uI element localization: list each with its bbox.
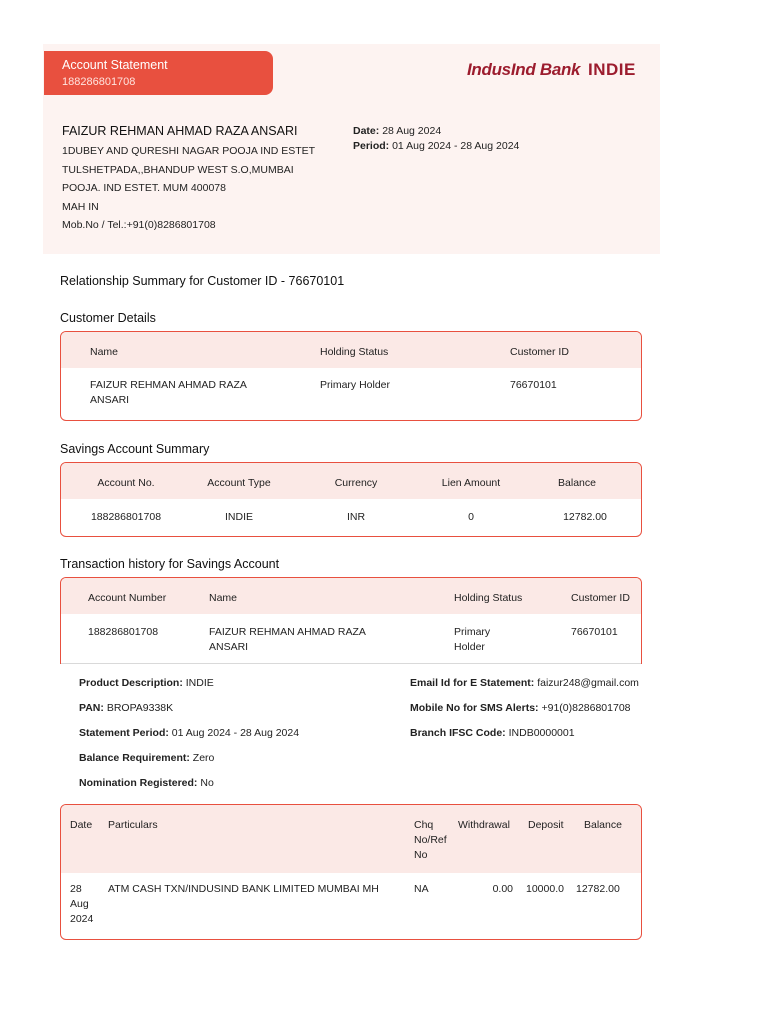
transaction-history-title: Transaction history for Savings Account xyxy=(60,557,280,571)
statement-label: Account Statement xyxy=(62,58,168,72)
statement-date xyxy=(353,125,441,137)
cell-currency: INR xyxy=(346,511,366,523)
indie-logo: INDIE xyxy=(588,60,636,79)
relationship-summary-title: Relationship Summary for Customer ID - 76670101 xyxy=(60,274,345,288)
pan xyxy=(79,702,173,714)
address-line: POOJA. IND ESTET. MUM 400078 xyxy=(62,182,226,194)
address-line: 1DUBEY AND QURESHI NAGAR POOJA IND ESTET xyxy=(62,145,316,157)
branch-ifsc xyxy=(410,727,575,739)
cell-name-line2: ANSARI xyxy=(209,641,249,653)
header-account-no: Account No. xyxy=(97,477,155,489)
cell-name-line1: FAIZUR REHMAN AHMAD RAZA xyxy=(209,626,366,638)
cell-account-number: 188286801708 xyxy=(88,626,159,638)
header-balance: Balance xyxy=(584,819,622,831)
address-line: TULSHETPADA,,BHANDUP WEST S.O,MUMBAI xyxy=(62,164,294,176)
table-header xyxy=(61,805,641,873)
cell-name-line2: ANSARI xyxy=(90,394,130,406)
email-statement xyxy=(410,677,639,689)
txn-date-year: 2024 xyxy=(70,913,94,925)
header-deposit: Deposit xyxy=(528,819,564,831)
cell-status-line2: Holder xyxy=(454,641,485,653)
customer-details-table xyxy=(60,331,642,421)
savings-summary-table xyxy=(60,462,642,537)
email-label: Email Id for E Statement: xyxy=(410,677,535,689)
ifsc-label: Branch IFSC Code: xyxy=(410,727,506,739)
txn-date-day: 28 xyxy=(70,883,82,895)
header-chq-line3: No xyxy=(414,849,428,861)
account-statement-badge xyxy=(44,51,273,95)
cell-account-type: INDIE xyxy=(224,511,253,523)
cell-balance: 12782.00 xyxy=(563,511,607,523)
date-value: 28 Aug 2024 xyxy=(382,125,442,137)
customer-details-title: Customer Details xyxy=(60,311,156,325)
section-divider xyxy=(61,663,641,664)
sms-mobile xyxy=(410,702,631,714)
header-name: Name xyxy=(90,346,119,358)
period-value: 01 Aug 2024 - 28 Aug 2024 xyxy=(392,140,520,152)
header-customer-id: Customer ID xyxy=(510,346,569,358)
product-description xyxy=(79,677,214,689)
txn-particulars: ATM CASH TXN/INDUSIND BANK LIMITED MUMBAI MH xyxy=(108,883,379,895)
txn-balance: 12782.00 xyxy=(576,883,620,895)
cell-name-line1: FAIZUR REHMAN AHMAD RAZA xyxy=(90,379,247,391)
balance-requirement-label: Balance Requirement: xyxy=(79,752,190,764)
cell-holding-status: Primary Holder xyxy=(320,379,391,391)
txn-withdrawal: 0.00 xyxy=(492,883,513,895)
cell-account-no: 188286801708 xyxy=(90,511,162,523)
indusind-bank-logo: IndusInd Bank xyxy=(467,60,581,79)
header-holding-status: Holding Status xyxy=(454,592,523,604)
nomination-value: No xyxy=(200,777,214,789)
header-date: Date xyxy=(70,819,93,831)
statement-account-number: 188286801708 xyxy=(62,76,136,88)
header-lien-amount: Lien Amount xyxy=(441,477,501,489)
sms-mobile-label: Mobile No for SMS Alerts: xyxy=(410,702,539,714)
product-description-value: INDIE xyxy=(185,677,214,689)
header-customer-id: Customer ID xyxy=(571,592,630,604)
savings-summary-title: Savings Account Summary xyxy=(60,442,210,456)
nomination-label: Nomination Registered: xyxy=(79,777,198,789)
txn-date-month: Aug xyxy=(70,898,89,910)
header-name: Name xyxy=(209,592,238,604)
email-value: faizur248@gmail.com xyxy=(537,677,639,689)
header-chq-line2: No/Ref xyxy=(414,834,447,846)
cell-lien-amount: 0 xyxy=(468,511,474,523)
cell-status-line1: Primary xyxy=(454,626,491,638)
statement-period-label: Statement Period: xyxy=(79,727,169,739)
header-particulars: Particulars xyxy=(108,819,158,831)
customer-name: FAIZUR REHMAN AHMAD RAZA ANSARI xyxy=(62,124,298,138)
product-description-label: Product Description: xyxy=(79,677,183,689)
statement-period-detail xyxy=(79,727,299,739)
pan-value: BROPA9338K xyxy=(106,702,174,714)
header-account-number: Account Number xyxy=(88,592,167,604)
header-withdrawal: Withdrawal xyxy=(458,819,510,831)
statement-period-value: 01 Aug 2024 - 28 Aug 2024 xyxy=(171,727,300,739)
cell-customer-id: 76670101 xyxy=(571,626,618,638)
header-chq-line1: Chq xyxy=(414,819,434,831)
txn-chq-ref: NA xyxy=(414,883,429,895)
header-holding-status: Holding Status xyxy=(320,346,389,358)
date-label: Date: xyxy=(353,125,380,137)
transactions-table xyxy=(60,804,642,940)
txn-deposit: 10000.0 xyxy=(526,883,564,895)
balance-requirement xyxy=(79,752,214,764)
balance-requirement-value: Zero xyxy=(192,752,215,764)
ifsc-value: INDB0000001 xyxy=(508,727,575,739)
header-account-type: Account Type xyxy=(207,477,271,489)
phone-line: Mob.No / Tel.:+91(0)8286801708 xyxy=(62,219,216,231)
header-balance: Balance xyxy=(558,477,596,489)
nomination-registered xyxy=(79,777,214,789)
statement-period xyxy=(353,140,519,152)
period-label: Period: xyxy=(353,140,390,152)
header-currency: Currency xyxy=(334,477,378,489)
cell-customer-id: 76670101 xyxy=(510,379,557,391)
pan-label: PAN: xyxy=(79,702,104,714)
sms-mobile-value: +91(0)8286801708 xyxy=(541,702,631,714)
transaction-account-table xyxy=(60,577,642,664)
address-line: MAH IN xyxy=(62,201,99,213)
